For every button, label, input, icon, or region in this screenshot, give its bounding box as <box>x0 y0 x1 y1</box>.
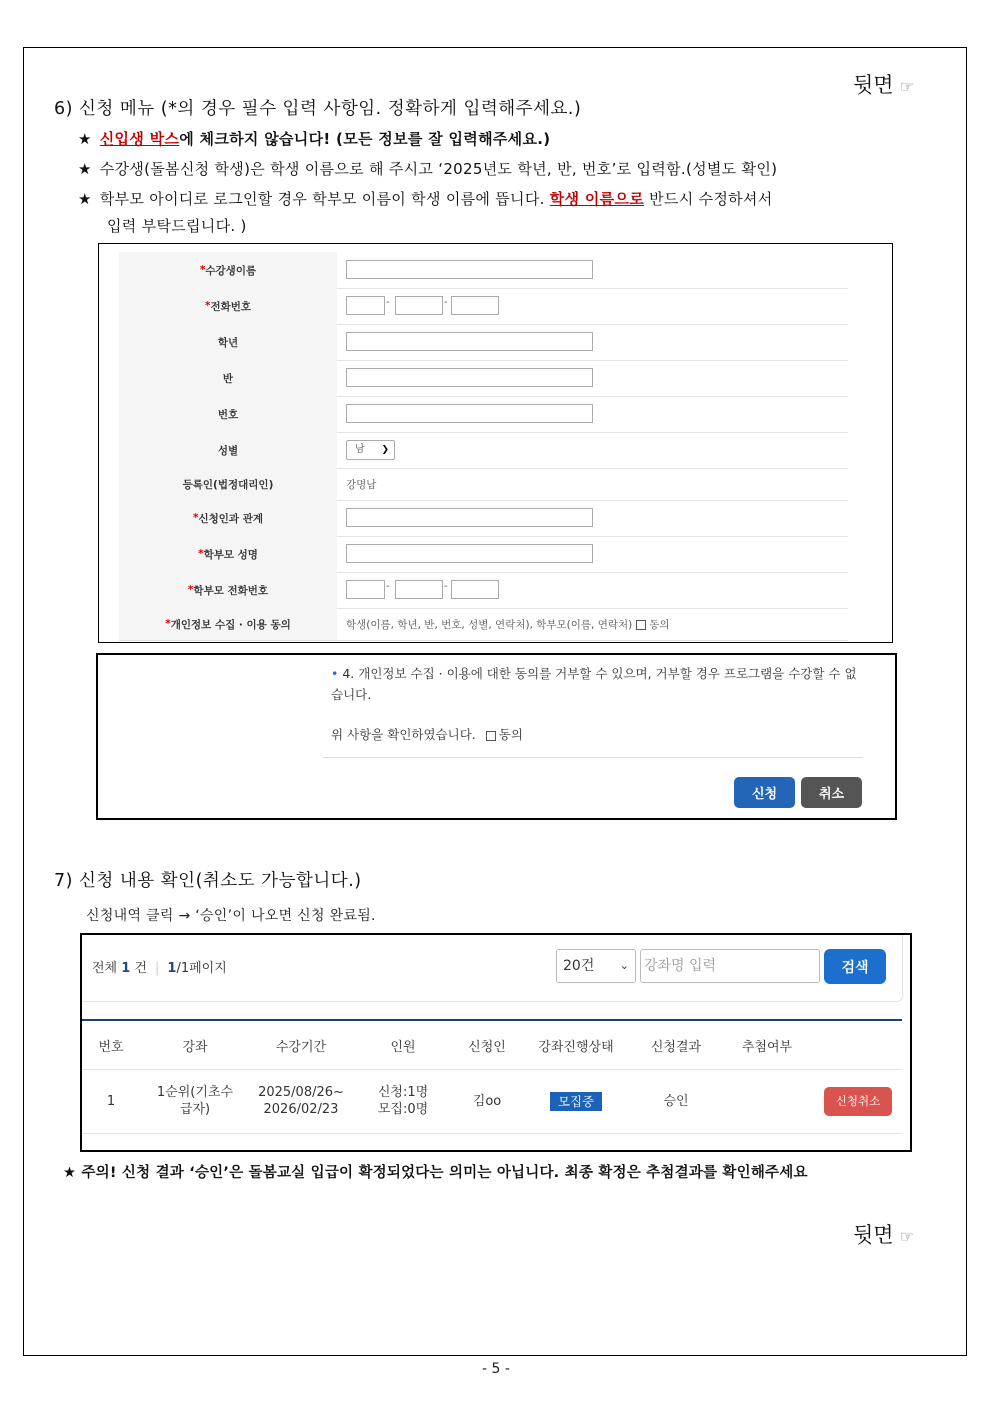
back-page-label-top: 뒷면 ☞ <box>853 73 914 97</box>
student-name-input[interactable] <box>346 260 593 279</box>
status-badge: 모집중 <box>550 1092 602 1111</box>
row-privacy: * 개인정보 수집 · 이용 동의 학생(이름, 학년, 반, 번호, 성별, 연락처), 학부모(이름, 연락처) 동의 <box>119 608 848 641</box>
row-number: 번호 <box>119 396 848 433</box>
td-cancel <box>814 1069 902 1133</box>
row-class: 반 <box>119 360 848 397</box>
row-grade: 학년 <box>119 324 848 361</box>
td-course[interactable]: 1순위(기초수 급자) <box>156 1085 234 1117</box>
row-gender: 성별 남 ❯ <box>119 432 848 469</box>
star-icon: ★ <box>78 190 92 208</box>
consent-text: • 4. 개인정보 수집 · 이용에 대한 동의를 거부할 수 있으며, 거부할 경우 프로그램을 수강할 수 없습니다. <box>331 666 857 702</box>
pointing-hand-icon: ☞ <box>899 77 914 96</box>
th-lottery: 추첨여부 <box>741 1039 793 1055</box>
application-list <box>80 933 912 1152</box>
parent-phone-input-3[interactable] <box>451 580 499 599</box>
row-registrant: 등록인(법정대리인) 강명남 <box>119 468 848 501</box>
td-no: 1 <box>106 1093 116 1109</box>
consent-box <box>96 653 897 820</box>
bullet-1: ★ 신입생 박스에 체크하지 않습니다! (모든 정보를 잘 입력해주세요.) <box>78 130 551 148</box>
bullet-3-line-2: 입력 부탁드립니다. ) <box>107 217 247 235</box>
consent-confirm: 위 사항을 확인하였습니다. 동의 <box>331 727 523 742</box>
class-input[interactable] <box>346 368 593 387</box>
chevron-down-icon: ⌄ <box>619 959 629 972</box>
section-6-heading: 6) 신청 메뉴 (*의 경우 필수 입력 사항임. 정확하게 입력해주세요.) <box>54 99 582 119</box>
page-number: - 5 - <box>482 1361 510 1377</box>
th-applicant: 신청인 <box>468 1039 506 1055</box>
td-applicant: 김oo <box>472 1093 502 1109</box>
td-period: 2025/08/26~ 2026/02/23 <box>258 1085 344 1117</box>
pointing-hand-icon: ☞ <box>899 1227 914 1246</box>
relation-input[interactable] <box>346 508 593 527</box>
bullet-2: ★ 수강생(돌봄신청 학생)은 학생 이름으로 해 주시고 ‘2025년도 학년, 반, 번호’로 입력함.(성별도 확인) <box>78 160 778 178</box>
star-icon: ★ <box>78 130 92 148</box>
number-input[interactable] <box>346 404 593 423</box>
td-lottery <box>720 1069 814 1133</box>
bullet-3: ★ 학부모 아이디로 로그인할 경우 학부모 이름이 학생 이름에 뜹니다. 학생 이름으로 반드시 수정하셔서 <box>78 190 773 208</box>
row-phone: * 전화번호 - - <box>119 288 848 325</box>
consent-panel <box>323 655 863 758</box>
section-7-heading: 7) 신청 내용 확인(취소도 가능합니다.) <box>54 871 362 891</box>
gender-select[interactable]: 남 ❯ <box>346 440 395 460</box>
consent-agree-checkbox[interactable] <box>486 731 496 741</box>
row-student-name: * 수강생이름 <box>119 252 848 289</box>
parent-phone-input-2[interactable] <box>395 580 443 599</box>
table-row[interactable] <box>82 1069 902 1134</box>
phone-input-2[interactable] <box>395 296 443 315</box>
star-icon: ★ <box>78 160 92 178</box>
th-status: 강좌진행상태 <box>538 1039 614 1055</box>
th-people: 인원 <box>390 1039 416 1055</box>
th-result: 신청결과 <box>650 1039 702 1055</box>
cancel-button[interactable]: 취소 <box>801 777 862 808</box>
list-toolbar <box>82 935 903 1002</box>
registration-form <box>98 243 893 643</box>
th-period: 수강기간 <box>275 1039 327 1055</box>
th-course: 강좌 <box>182 1039 208 1055</box>
search-input[interactable]: 강좌명 입력 <box>640 949 820 983</box>
row-parent-phone: * 학부모 전화번호 - - <box>119 572 848 609</box>
row-parent-name: * 학부모 성명 <box>119 536 848 573</box>
td-people: 신청:1명 모집:0명 <box>377 1085 429 1117</box>
row-relation: * 신청인과 관계 <box>119 500 848 537</box>
chevron-down-icon: ❯ <box>381 445 389 455</box>
parent-name-input[interactable] <box>346 544 593 563</box>
search-button[interactable]: 검색 <box>824 949 886 984</box>
parent-phone-input-1[interactable] <box>346 580 385 599</box>
th-no: 번호 <box>98 1039 124 1055</box>
cancel-application-button[interactable]: 신청취소 <box>824 1087 892 1116</box>
page-size-select[interactable]: 20건 ⌄ <box>556 949 636 983</box>
table-header <box>82 1019 902 1070</box>
privacy-agree-checkbox[interactable] <box>636 620 646 630</box>
apply-button[interactable]: 신청 <box>734 777 795 808</box>
phone-input-1[interactable] <box>346 296 385 315</box>
section-7-note: 신청내역 클릭 → ‘승인’이 나오면 신청 완료됨. <box>86 908 376 924</box>
grade-input[interactable] <box>346 332 593 351</box>
warning-note: ★ 주의! 신청 결과 ‘승인’은 돌봄교실 입급이 확정되었다는 의미는 아닙니다. 최종 확정은 추첨결과를 확인해주세요 <box>63 1165 808 1181</box>
back-page-label-bottom: 뒷면 ☞ <box>853 1223 914 1247</box>
td-status <box>520 1069 632 1133</box>
privacy-text: 학생(이름, 학년, 반, 번호, 성별, 연락처), 학부모(이름, 연락처) 동의 <box>346 619 670 631</box>
registrant-value: 강명남 <box>346 479 377 491</box>
td-result: 승인 <box>663 1093 689 1109</box>
phone-input-3[interactable] <box>451 296 499 315</box>
total-count: 전체 1 건 | 1/1페이지 <box>92 961 227 976</box>
